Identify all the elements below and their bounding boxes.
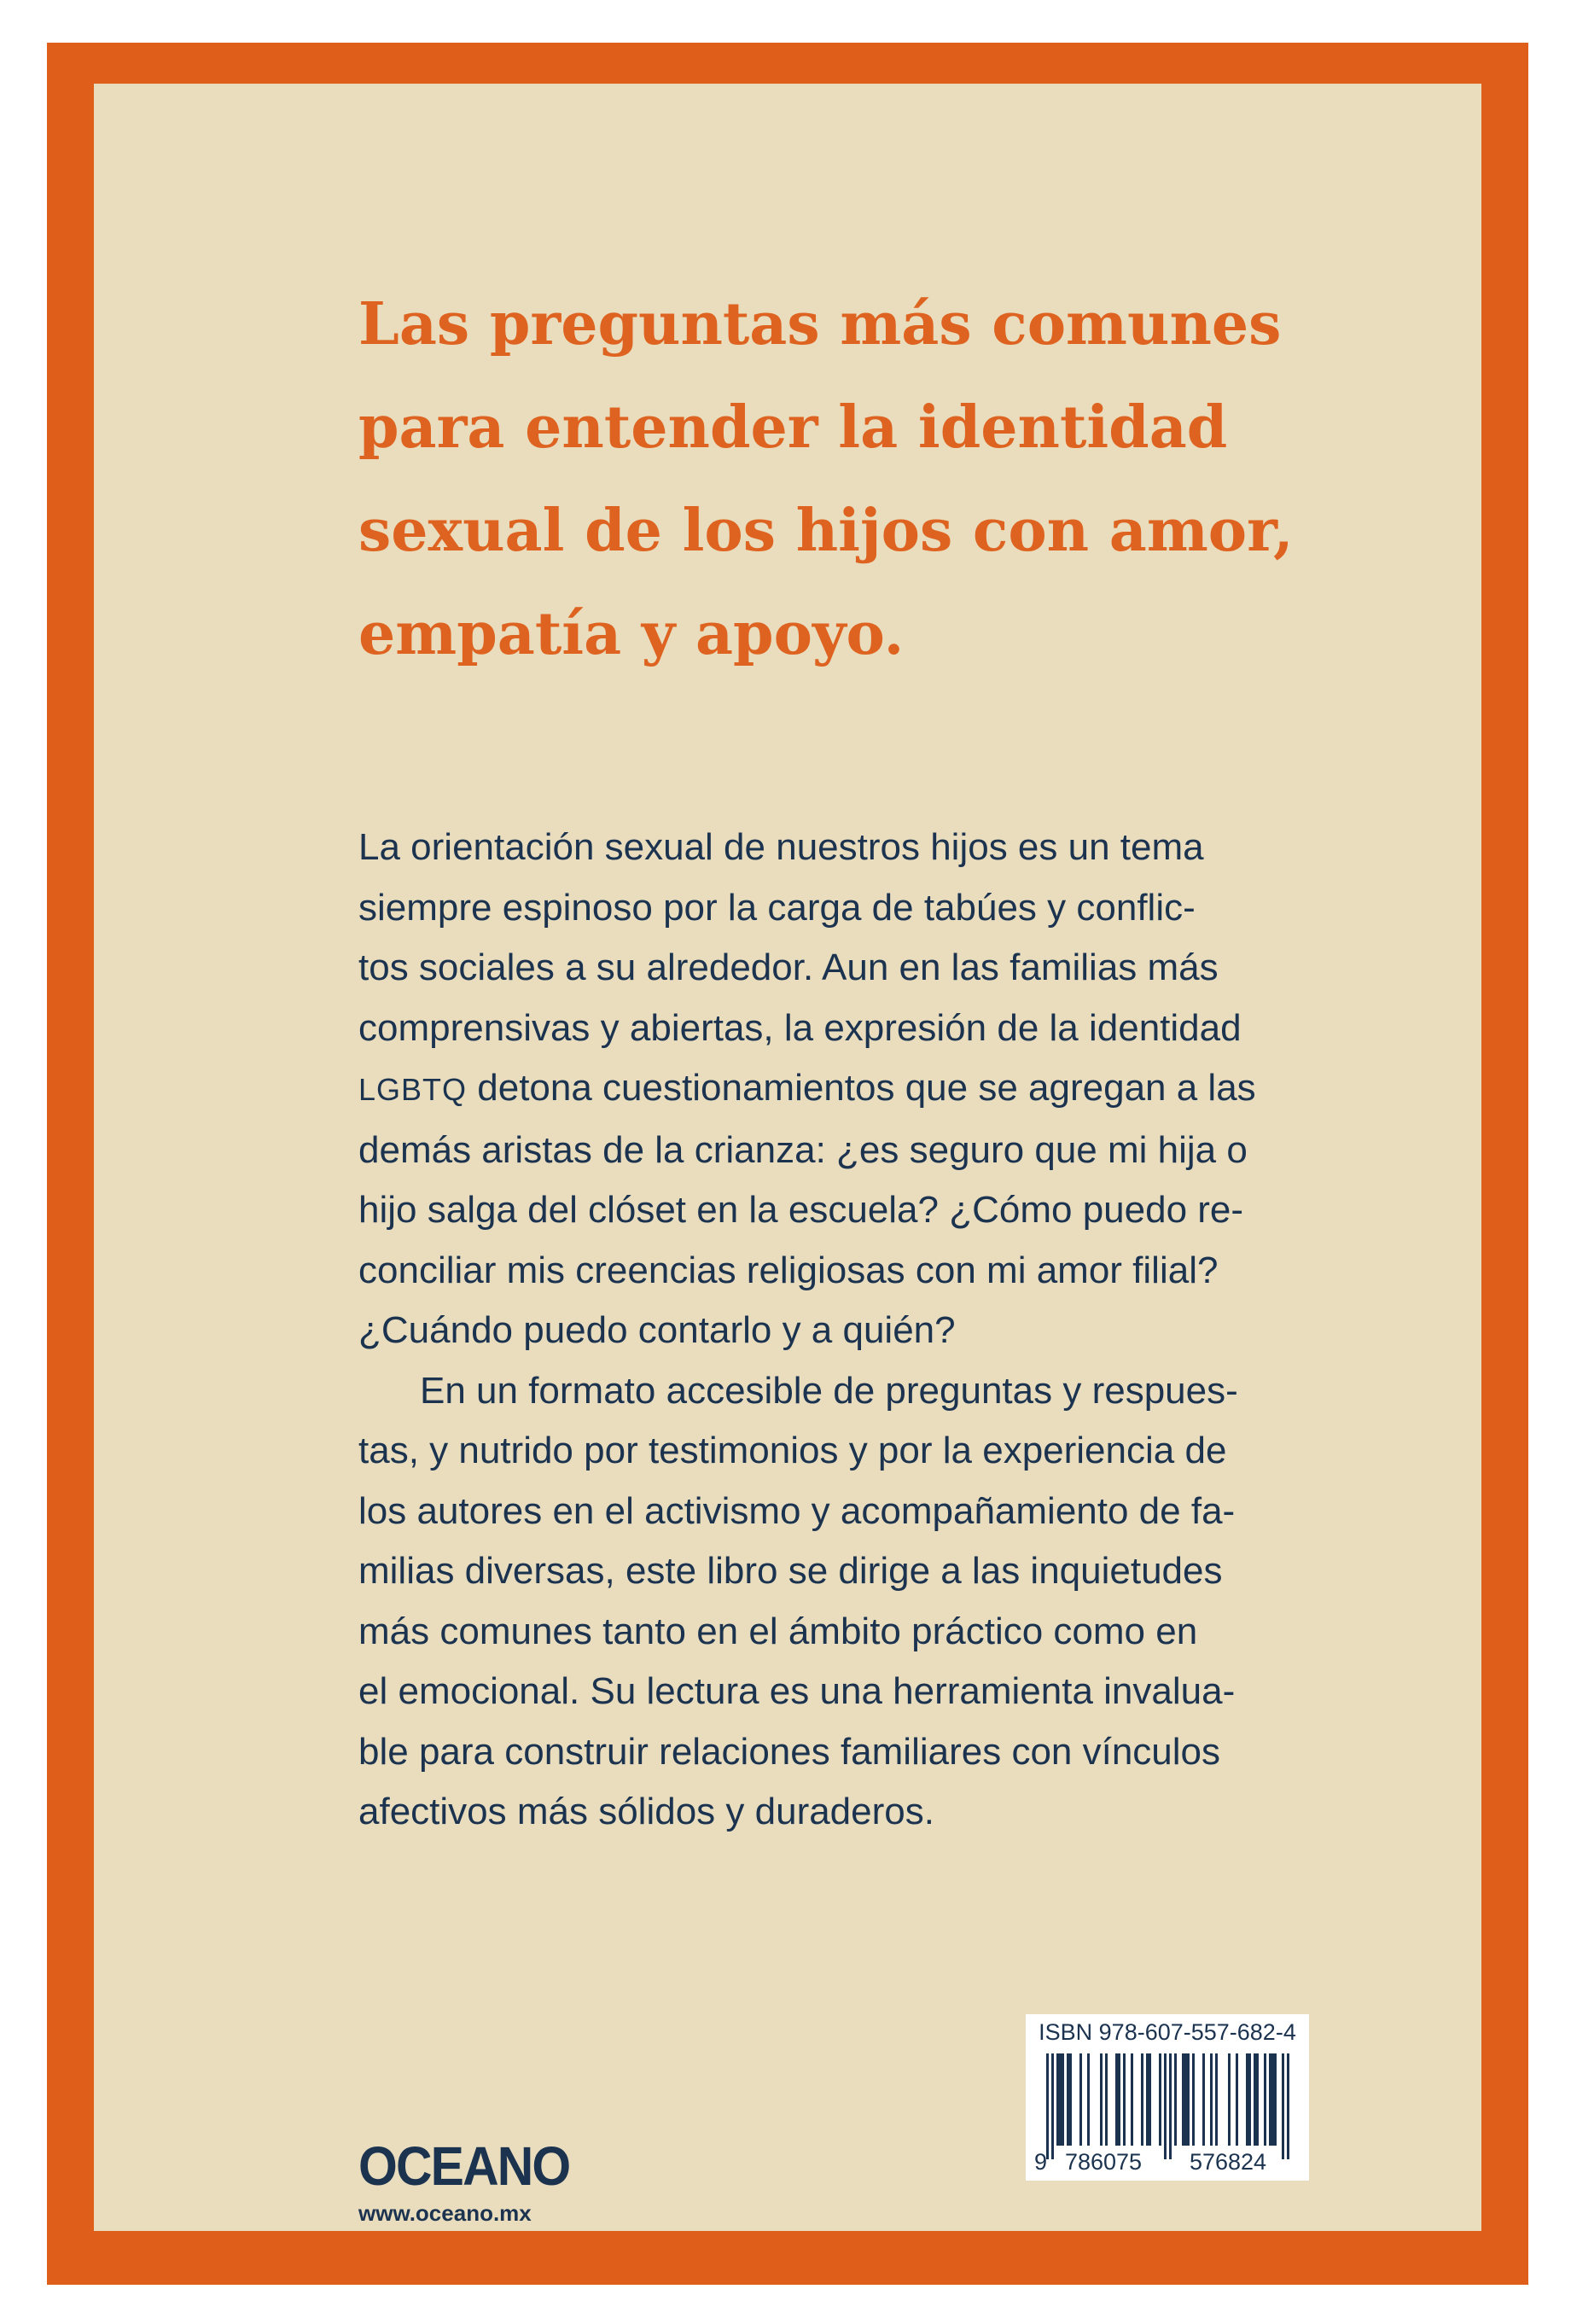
barcode-bar [1131, 2053, 1133, 2146]
cover-panel [94, 84, 1481, 2231]
tagline-line: Las preguntas más comunes [358, 290, 1282, 358]
barcode-bar [1192, 2053, 1195, 2146]
barcode-bar [1056, 2053, 1059, 2146]
barcode-bar [1059, 2053, 1062, 2146]
tagline-line: empatía y apoyo. [358, 600, 905, 668]
lgbtq-acronym: LGBTQ [358, 1072, 468, 1107]
synopsis [358, 818, 1382, 1843]
barcode-bar [1100, 2053, 1103, 2146]
barcode-bar [1062, 2053, 1064, 2146]
barcode-bar [1159, 2053, 1161, 2146]
barcode-bar [1149, 2053, 1151, 2146]
publisher-logo [358, 2135, 588, 2228]
synopsis-line-rest: detona cuestionamientos que se agregan a las [467, 1067, 1256, 1109]
synopsis-line: tas, y nutrido por testimonios y por la experiencia de [358, 1430, 1227, 1471]
synopsis-line: En un formato accesible de preguntas y respues- [420, 1369, 1238, 1412]
barcode-bar [1118, 2053, 1120, 2146]
barcode-bar [1274, 2053, 1277, 2146]
barcode-bar [1087, 2053, 1090, 2146]
synopsis-paragraph-1 [358, 818, 1382, 1361]
barcode-bar [1105, 2053, 1108, 2146]
barcode-bar [1115, 2053, 1118, 2146]
publisher-url: www.oceano.mx [358, 2200, 532, 2226]
tagline-line: sexual de los hijos con amor, [358, 497, 1294, 565]
barcode-bar [1123, 2053, 1126, 2146]
barcode-bar [1264, 2053, 1266, 2146]
barcode-bar [1187, 2053, 1190, 2146]
synopsis-line: La orientación sexual de nuestros hijos es un tema [358, 826, 1204, 868]
barcode-bar [1146, 2053, 1149, 2146]
isbn-label: ISBN 978-607-557-682-4 [1039, 2019, 1296, 2045]
barcode-bar [1269, 2053, 1271, 2146]
publisher-name: OCEANO [358, 2135, 570, 2197]
barcode-bar [1246, 2053, 1248, 2146]
synopsis-paragraph-2 [358, 1361, 1382, 1843]
isbn-barcode [1026, 2014, 1309, 2181]
barcode-bar [1248, 2053, 1251, 2146]
synopsis-line [358, 1058, 1382, 1121]
barcode-bar [1282, 2053, 1284, 2159]
barcode-bar [1271, 2053, 1274, 2146]
synopsis-line: comprensivas y abiertas, la expresión de la identidad [358, 1006, 1242, 1049]
synopsis-line: el emocional. Su lectura es una herramienta invalua- [358, 1670, 1236, 1712]
barcode-bars [1046, 2053, 1289, 2159]
synopsis-line: conciliar mis creencias religiosas con mi amor filial? [358, 1249, 1219, 1291]
barcode-bar [1287, 2053, 1289, 2159]
barcode-bar [1174, 2053, 1177, 2146]
synopsis-line: más comunes tanto en el ámbito práctico como en [358, 1610, 1198, 1652]
barcode-bar [1169, 2053, 1172, 2159]
book-back-cover [47, 43, 1528, 2285]
barcode-bar [1067, 2053, 1069, 2146]
barcode-bar [1210, 2053, 1213, 2146]
synopsis-line: milias diversas, este libro se dirige a las inquietudes [358, 1550, 1223, 1592]
synopsis-line: demás aristas de la crianza: ¿es seguro que mi hija o [358, 1128, 1248, 1171]
barcode-bar [1228, 2053, 1231, 2146]
synopsis-line: ¿Cuándo puedo contarlo y a quién? [358, 1309, 956, 1351]
synopsis-line: siempre espinoso por la carga de tabúes y conflic- [358, 886, 1196, 929]
barcode-bar [1046, 2053, 1049, 2159]
ean-right-digits: 576824 [1189, 2149, 1267, 2175]
synopsis-line: afectivos más sólidos y duraderos. [358, 1791, 934, 1832]
barcode-bar [1254, 2053, 1256, 2146]
synopsis-line: tos sociales a su alrededor. Aun en las familias más [358, 946, 1219, 988]
synopsis-line: los autores en el activismo y acompañamiento de fa- [358, 1489, 1236, 1532]
barcode-bar [1202, 2053, 1205, 2146]
barcode-bar [1215, 2053, 1218, 2146]
barcode-bar [1184, 2053, 1187, 2146]
tagline [358, 273, 1382, 686]
barcode-bar [1141, 2053, 1143, 2146]
barcode-bar [1164, 2053, 1167, 2159]
synopsis-line: hijo salga del clóset en la escuela? ¿Cómo puedo re- [358, 1189, 1244, 1231]
ean-first-digit: 9 [1034, 2149, 1048, 2175]
ean-left-digits: 786075 [1064, 2149, 1143, 2175]
barcode-bar [1236, 2053, 1238, 2146]
synopsis-line: ble para construir relaciones familiares con vínculos [358, 1730, 1221, 1773]
tagline-line: para entender la identidad [358, 393, 1228, 462]
barcode-bar [1182, 2053, 1184, 2146]
barcode-bar [1069, 2053, 1072, 2146]
barcode-bar [1051, 2053, 1054, 2159]
barcode-bar [1079, 2053, 1082, 2146]
barcode-bar [1256, 2053, 1259, 2146]
